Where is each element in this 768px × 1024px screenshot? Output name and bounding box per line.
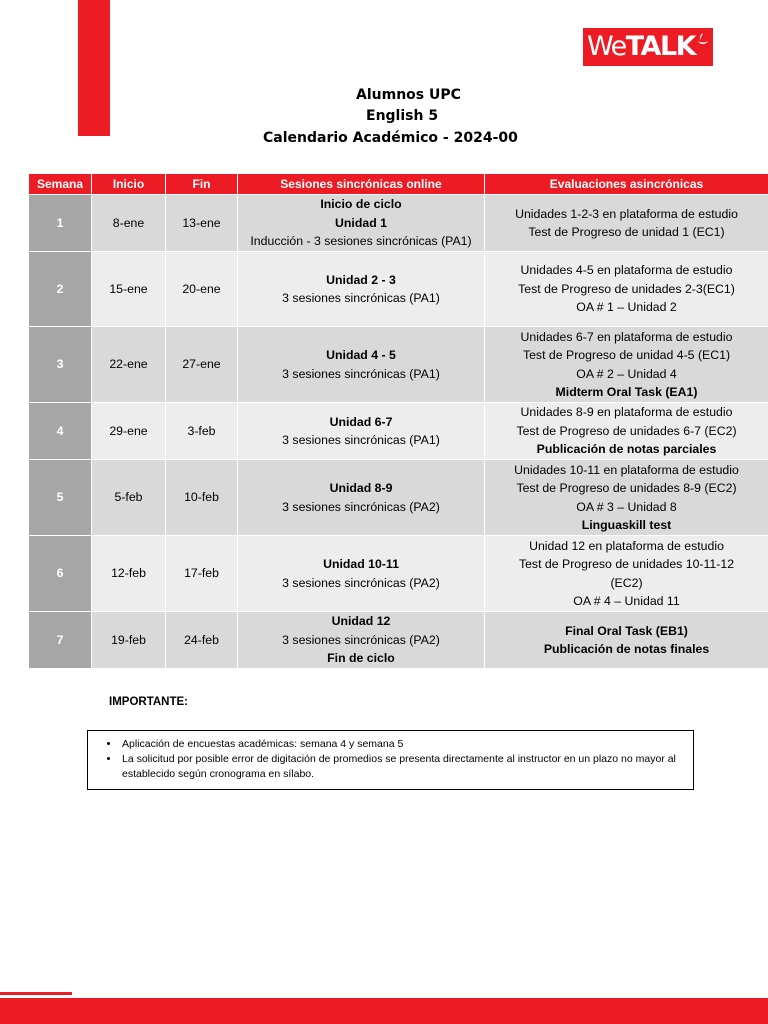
sesiones-cell <box>238 612 485 669</box>
notes-box <box>87 730 694 790</box>
fin-cell: 13-ene <box>166 195 238 252</box>
fin-cell: 3-feb <box>166 403 238 460</box>
sesiones-line: Unidad 1 <box>335 215 387 230</box>
sesiones-line: Inducción - 3 sesiones sincrónicas (PA1) <box>250 234 472 249</box>
inicio-cell: 12-feb <box>92 536 166 612</box>
sesiones-cell <box>238 403 485 460</box>
col-header-evaluaciones: Evaluaciones asincrónicas <box>485 174 768 195</box>
importante-label: IMPORTANTE: <box>109 696 189 708</box>
notes-list <box>88 737 693 782</box>
sesiones-line: Inicio de ciclo <box>320 197 402 212</box>
evaluaciones-line: Publicación de notas parciales <box>536 442 717 457</box>
sesiones-line: 3 sesiones sincrónicas (PA1) <box>282 366 440 381</box>
sesiones-line: 3 sesiones sincrónicas (PA2) <box>282 499 440 514</box>
inicio-cell: 22-ene <box>92 327 166 403</box>
evaluaciones-line: Unidad 12 en plataforma de estudio <box>529 538 724 553</box>
evaluaciones-line: Test de Progreso de unidades 10-11-12 <box>518 557 735 571</box>
evaluaciones-line: Unidades 8-9 en plataforma de estudio <box>520 405 733 420</box>
evaluaciones-line: Unidades 4-5 en plataforma de estudio <box>520 263 733 278</box>
top-red-bar <box>78 0 110 136</box>
col-header-sesiones: Sesiones sincrónicas online <box>238 174 485 195</box>
logo-talk: TALK <box>625 31 696 62</box>
sesiones-line: Unidad 6-7 <box>329 414 393 429</box>
sesiones-line: 3 sesiones sincrónicas (PA1) <box>282 433 440 447</box>
evaluaciones-line: Test de Progreso de unidades 8-9 (EC2) <box>516 481 737 495</box>
table-row <box>29 327 768 403</box>
evaluaciones-cell <box>485 327 768 403</box>
semana-cell: 1 <box>29 195 92 252</box>
sesiones-line: Unidad 10-11 <box>323 557 399 571</box>
semana-cell: 6 <box>29 536 92 612</box>
inicio-cell: 29-ene <box>92 403 166 460</box>
fin-cell: 24-feb <box>166 612 238 669</box>
sesiones-line: 3 sesiones sincrónicas (PA1) <box>282 291 440 305</box>
evaluaciones-line: Linguaskill test <box>581 518 672 532</box>
logo-text <box>583 28 695 66</box>
bottom-red-bar <box>0 998 768 1024</box>
header-line-2: English 5 <box>366 108 439 124</box>
inicio-cell: 5-feb <box>92 460 166 536</box>
evaluaciones-line: Final Oral Task (EB1) <box>565 623 688 638</box>
sesiones-line: Unidad 2 - 3 <box>326 272 396 287</box>
table-row <box>29 536 768 612</box>
header-line-1: Alumnos UPC <box>356 87 461 103</box>
sesiones-cell <box>238 327 485 403</box>
evaluaciones-line: Unidades 10-11 en plataforma de estudio <box>514 462 739 477</box>
fin-cell: 17-feb <box>166 536 238 612</box>
evaluaciones-cell <box>485 536 768 612</box>
evaluaciones-line: Unidades 6-7 en plataforma de estudio <box>520 329 733 344</box>
semana-cell: 7 <box>29 612 92 669</box>
sesiones-line: Unidad 8-9 <box>329 481 393 495</box>
semana-cell: 2 <box>29 252 92 327</box>
evaluaciones-line: Test de Progreso de unidades 6-7 (EC2) <box>516 423 737 438</box>
sesiones-cell <box>238 195 485 252</box>
evaluaciones-line: OA # 2 – Unidad 4 <box>576 366 677 381</box>
inicio-cell: 8-ene <box>92 195 166 252</box>
evaluaciones-line: Test de Progreso de unidad 1 (EC1) <box>528 225 725 239</box>
sesiones-line: Fin de ciclo <box>327 651 395 666</box>
flame-icon <box>695 31 711 47</box>
evaluaciones-cell <box>485 460 768 536</box>
sesiones-line: Unidad 4 - 5 <box>326 348 396 362</box>
sesiones-line: Unidad 12 <box>331 614 391 629</box>
semana-cell: 5 <box>29 460 92 536</box>
evaluaciones-line: OA # 4 – Unidad 11 <box>573 594 680 608</box>
evaluaciones-line: OA # 1 – Unidad 2 <box>576 300 677 315</box>
evaluaciones-line: (EC2) <box>610 575 643 590</box>
fin-cell: 27-ene <box>166 327 238 403</box>
evaluaciones-cell <box>485 403 768 460</box>
table-header-row <box>29 174 768 195</box>
evaluaciones-line: Test de Progreso de unidad 4-5 (EC1) <box>522 348 731 362</box>
evaluaciones-line: Midterm Oral Task (EA1) <box>555 385 698 399</box>
evaluaciones-cell <box>485 612 768 669</box>
evaluaciones-line: Publicación de notas finales <box>543 642 710 656</box>
sesiones-cell <box>238 252 485 327</box>
wetalk-logo <box>583 28 713 66</box>
col-header-semana: Semana <box>29 174 92 195</box>
evaluaciones-cell <box>485 195 768 252</box>
evaluaciones-cell <box>485 252 768 327</box>
table-body <box>29 195 768 669</box>
bottom-red-line <box>0 992 72 995</box>
table-row <box>29 403 768 460</box>
semana-cell: 4 <box>29 403 92 460</box>
sesiones-line: 3 sesiones sincrónicas (PA2) <box>282 632 440 647</box>
col-header-inicio: Inicio <box>92 174 166 195</box>
sesiones-line: 3 sesiones sincrónicas (PA2) <box>282 575 440 590</box>
evaluaciones-line: OA # 3 – Unidad 8 <box>576 499 677 514</box>
inicio-cell: 15-ene <box>92 252 166 327</box>
table-row <box>29 195 768 252</box>
note-item: • La solicitud por posible error de digitación de promedios se presenta directamente al instructor en un plazo no mayor al establecido según cronograma en sílabo. <box>120 752 693 782</box>
academic-calendar-table <box>28 173 768 669</box>
evaluaciones-line: Unidades 1-2-3 en plataforma de estudio <box>515 206 738 221</box>
sesiones-cell <box>238 460 485 536</box>
semana-cell: 3 <box>29 327 92 403</box>
col-header-fin: Fin <box>166 174 238 195</box>
note-item: • Aplicación de encuestas académicas: semana 4 y semana 5 <box>120 737 693 752</box>
table-row <box>29 460 768 536</box>
header-line-3: Calendario Académico - 2024-00 <box>263 130 518 146</box>
sesiones-cell <box>238 536 485 612</box>
fin-cell: 20-ene <box>166 252 238 327</box>
evaluaciones-line: Test de Progreso de unidades 2-3(EC1) <box>518 281 735 296</box>
fin-cell: 10-feb <box>166 460 238 536</box>
table-row <box>29 612 768 669</box>
inicio-cell: 19-feb <box>92 612 166 669</box>
logo-we: We <box>587 31 626 62</box>
table-row <box>29 252 768 327</box>
